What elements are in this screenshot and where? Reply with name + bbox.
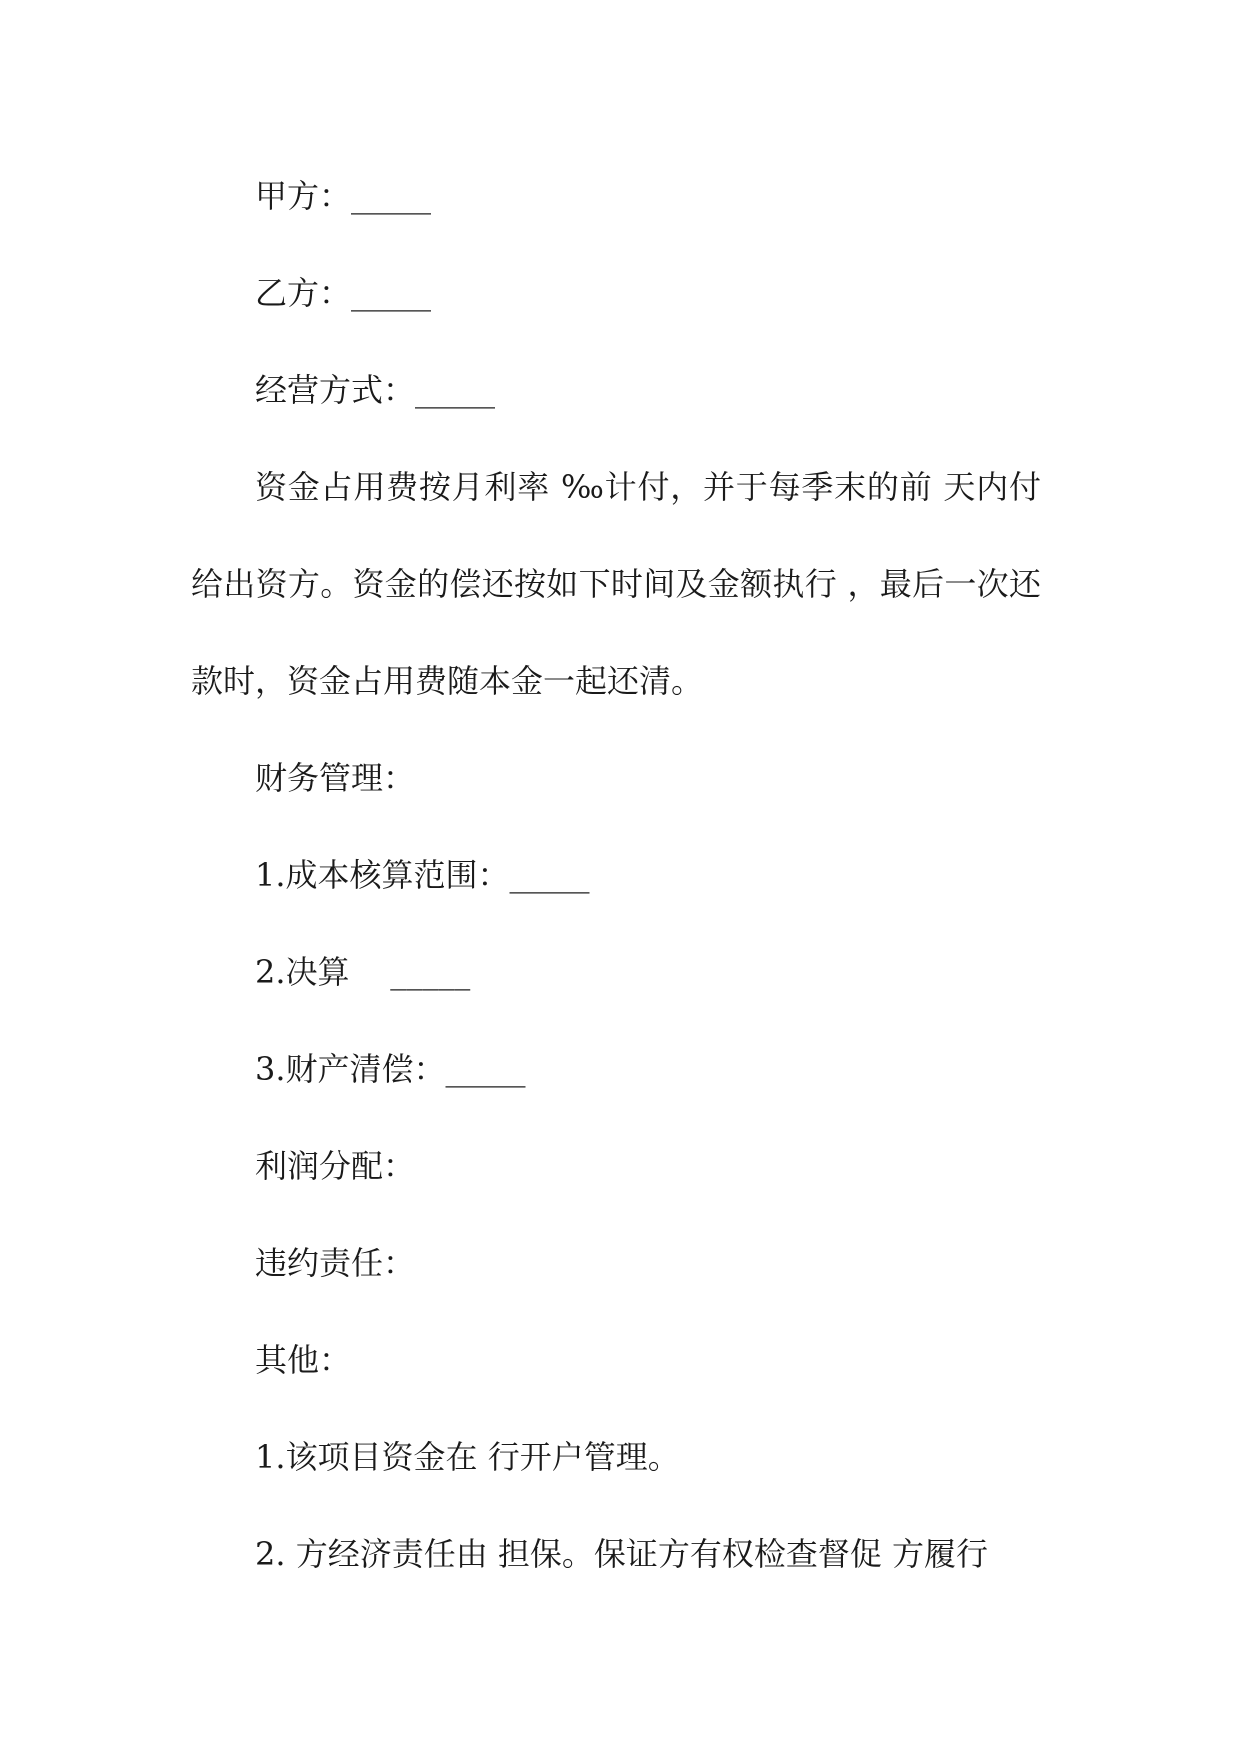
- property-settlement-item: 3.财产清偿：_____: [255, 1050, 526, 1088]
- party-b-line: 乙方：_____: [255, 274, 432, 312]
- party-a-line: 甲方：_____: [255, 177, 432, 215]
- fund-usage-paragraph: 资金占用费按月利率 ‰计付，并于每季末的前 天内付给出资方。资金的偿还按如下时间及金额执行 ，最后一次还款时，资金占用费随本金一起还清。: [191, 468, 1041, 700]
- bank-account-item: 1.该项目资金在 行开户管理。: [255, 1438, 680, 1476]
- business-mode-line: 经营方式：_____: [255, 371, 496, 409]
- financial-management-heading: 财务管理：: [255, 759, 416, 797]
- profit-distribution-heading: 利润分配：: [255, 1147, 416, 1185]
- cost-accounting-item: 1.成本核算范围：_____: [255, 856, 590, 894]
- document-body: [191, 148, 1041, 1603]
- final-accounts-item: 2.决算 _____: [255, 953, 471, 991]
- guarantee-item: 2. 方经济责任由 担保。保证方有权检查督促 方履行: [255, 1535, 989, 1573]
- breach-liability-heading: 违约责任：: [255, 1244, 416, 1282]
- others-heading: 其他：: [255, 1341, 352, 1379]
